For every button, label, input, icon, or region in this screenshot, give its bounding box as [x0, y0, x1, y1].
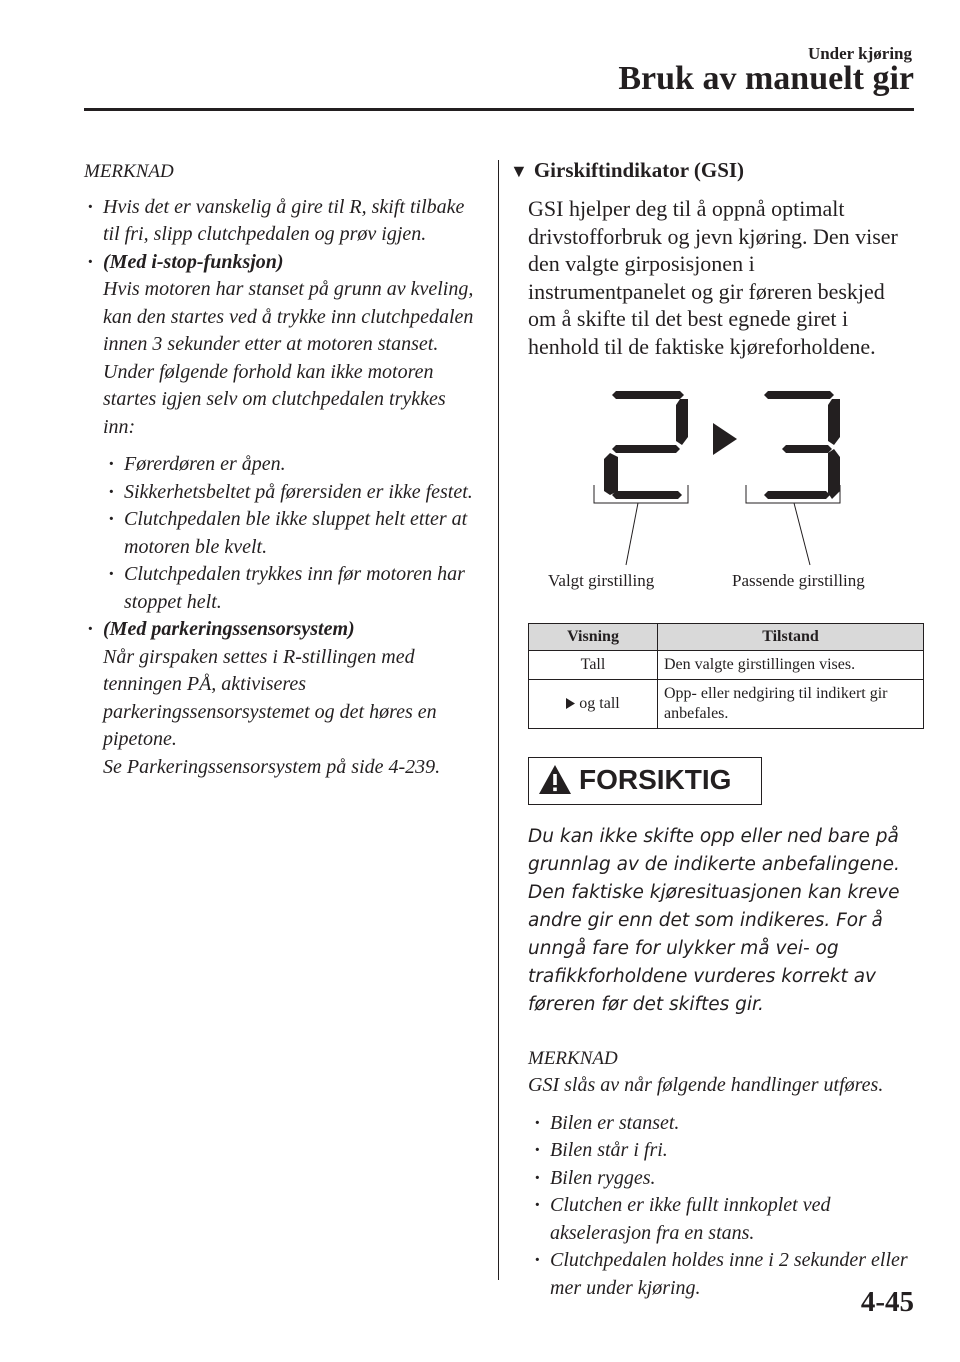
digit-3-segments — [764, 391, 840, 499]
table-cell: Tall — [529, 650, 658, 679]
arrow-icon — [566, 698, 575, 709]
table-cell: Opp- eller nedgiring til indikert gir anbefales. — [658, 679, 924, 728]
page-number: 4-45 — [860, 1286, 914, 1318]
sub-list-item: · Clutchpedalen ble ikke sluppet helt etter at motoren ble kvelt. — [84, 506, 479, 561]
sub-list-item: · Clutchpedalen trykkes inn før motoren har stoppet helt. — [84, 561, 479, 616]
table-header: Visning — [529, 623, 658, 650]
bullet-text: Hvis motoren har stanset på grunn av kveling, kan den startes ved å trykke inn clutchpedalen innen 3 sekunder etter at motoren stanset. — [103, 278, 474, 355]
header-rule — [84, 108, 914, 111]
caution-box — [528, 757, 762, 805]
sub-list-item: · Sikkerhetsbeltet på førersiden er ikke festet. — [84, 479, 479, 507]
section-marker-icon: ▼ — [510, 161, 528, 181]
left-column — [84, 158, 479, 781]
list-item — [84, 616, 479, 781]
caution-title: FORSIKTIG — [579, 763, 732, 795]
list-item: · Hvis det er vanskelig å gire til R, skift tilbake til fri, slipp clutchpedalen og prøv igjen. — [84, 194, 479, 249]
section-heading: ▼ Girskiftindikator (GSI) — [510, 158, 745, 182]
page-title: Bruk av manuelt gir — [618, 60, 914, 97]
list-item: · Bilen rygges. — [528, 1165, 915, 1193]
header-section: Under kjøring — [807, 44, 912, 63]
bullet-text: Når girspaken settes i R-stillingen med tenningen PÅ, aktiviseres parkeringssensorsystemet og det høres en pipetone. — [103, 645, 437, 750]
label-suitable-gear: Passende girstilling — [732, 570, 865, 590]
table-cell: og tall — [529, 679, 658, 728]
list-item: · Clutchpedalen holdes inne i 2 sekunder eller mer under kjøring. — [528, 1247, 915, 1302]
right-column — [510, 158, 915, 1302]
label-selected-gear: Valgt girstilling — [548, 570, 655, 590]
caution-text: Du kan ikke skifte opp eller ned bare på grunnlag av de indikerte anbefalingene. Den faktiske kjøresituasjonen kan kreve andre gir enn det som indikeres. For å unngå fare for ulykker må vei- og trafikkforholdene vurderes korrekt av føreren før det skiftes gir. — [528, 825, 900, 1015]
list-item: · Bilen er stanset. — [528, 1110, 915, 1138]
bullet-text: Se Parkeringssensorsystem på side 4-239. — [103, 755, 441, 778]
table-row — [529, 650, 924, 679]
column-divider — [498, 160, 499, 1280]
digit-2-segments — [604, 391, 688, 499]
arrow-icon — [713, 423, 737, 455]
list-item: · Bilen står i fri. — [528, 1137, 915, 1165]
table-header: Tilstand — [658, 623, 924, 650]
note-title: MERKNAD — [528, 1047, 618, 1069]
bullet-heading: · (Med parkeringssensorsystem) — [103, 618, 355, 640]
note-block — [528, 1045, 915, 1303]
gsi-table — [528, 623, 924, 729]
list-item: · Clutchen er ikke fullt innkoplet ved akselerasjon fra en stans. — [528, 1192, 915, 1247]
table-row — [529, 679, 924, 728]
warning-icon — [537, 763, 573, 797]
list-item — [84, 249, 479, 442]
gsi-figure — [510, 385, 915, 605]
note-title: MERKNAD — [84, 161, 174, 182]
table-cell: Den valgte girstillingen vises. — [658, 650, 924, 679]
intro-paragraph: GSI hjelper deg til å oppnå optimalt drivstofforbruk og jevn kjøring. Den viser den valgte girposisjonen i instrumentpanelet og gir føreren beskjed om å skifte til det best egnede giret i henhold til de faktiske kjøreforholdene. — [528, 196, 898, 359]
bullet-heading: · (Med i-stop-funksjon) — [103, 250, 284, 273]
bullet-text: Under følgende forhold kan ikke motoren startes igjen selv om clutchpedalen trykkes inn: — [103, 360, 446, 438]
sub-list-item: · Førerdøren er åpen. — [84, 451, 479, 479]
note-intro: GSI slås av når følgende handlinger utføres. — [528, 1074, 884, 1097]
